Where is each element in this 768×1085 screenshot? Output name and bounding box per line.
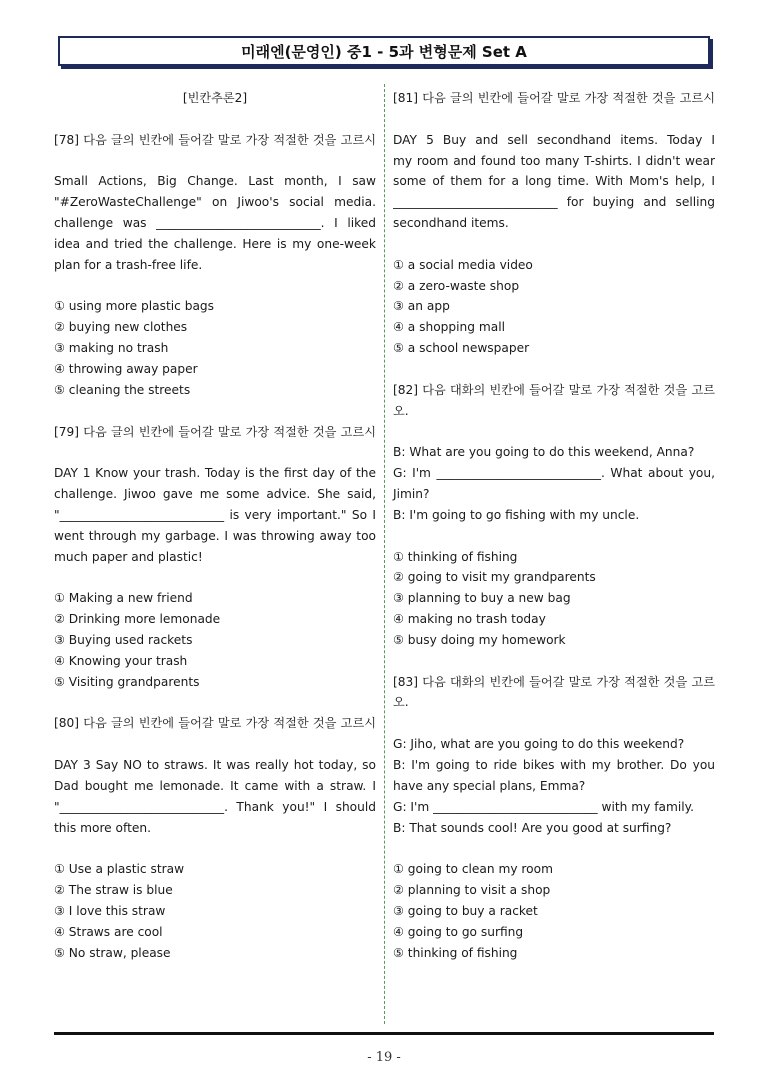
- answer-choice: ② a zero-waste shop: [393, 278, 520, 293]
- answer-choice: ① a social media video: [393, 257, 533, 272]
- passage-line: challenge. Jiwoo gave me some advice. She said,: [54, 487, 376, 502]
- spacer: [54, 442, 376, 463]
- spacer: [54, 276, 376, 297]
- answer-choice: ① Making a new friend: [54, 591, 193, 606]
- answer-choice: ⑤ thinking of fishing: [393, 945, 518, 960]
- passage-line: 오.: [393, 403, 409, 418]
- passage-line: G: Jiho, what are you going to do this weekend?: [393, 737, 685, 752]
- spacer: [54, 109, 376, 130]
- passage-line: "___________________________ is very important." So I: [54, 507, 376, 522]
- answer-choice: ② going to visit my grandparents: [393, 570, 596, 585]
- passage-line: "#ZeroWasteChallenge" on Jiwoo's social media.: [54, 195, 376, 210]
- question-instruction: [83] 다음 대화의 빈칸에 들어갈 말로 가장 적절한 것을 고르: [393, 674, 715, 689]
- answer-choice: ① Use a plastic straw: [54, 862, 185, 877]
- answer-choice: ① going to clean my room: [393, 862, 553, 877]
- passage-line: have any special plans, Emma?: [393, 778, 586, 793]
- spacer: [54, 838, 376, 859]
- passage-line: B: I'm going to go fishing with my uncle.: [393, 507, 640, 522]
- answer-choice: ⑤ No straw, please: [54, 945, 171, 960]
- answer-choice: ③ going to buy a racket: [393, 903, 538, 918]
- answer-choice: ② buying new clothes: [54, 320, 188, 335]
- answer-choice: ① using more plastic bags: [54, 299, 215, 314]
- spacer: [54, 401, 376, 422]
- answer-choice: ② Drinking more lemonade: [54, 612, 221, 627]
- passage-line: Dad bought me lemonade. It came with a straw. I: [54, 778, 376, 793]
- answer-choice: ⑤ cleaning the streets: [54, 382, 191, 397]
- spacer: [393, 838, 715, 859]
- answer-choice: ② planning to visit a shop: [393, 883, 551, 898]
- answer-choice: ④ a shopping mall: [393, 320, 505, 335]
- passage-line: idea and tried the challenge. Here is my one-week: [54, 236, 376, 251]
- passage-line: Small Actions, Big Change. Last month, I saw: [54, 174, 376, 189]
- spacer: [393, 422, 715, 443]
- passage-line: DAY 1 Know your trash. Today is the first day of the: [54, 466, 376, 481]
- spacer: [54, 734, 376, 755]
- passage-line: G: I'm ___________________________. What about you,: [393, 466, 715, 481]
- spacer: [54, 151, 376, 172]
- passage-line: went through my garbage. I was throwing away too: [54, 528, 376, 543]
- spacer: [393, 651, 715, 672]
- answer-choice: ⑤ a school newspaper: [393, 341, 530, 356]
- spacer: [54, 692, 376, 713]
- passage-line: 오.: [393, 695, 409, 710]
- passage-line: G: I'm ___________________________ with my family.: [393, 799, 694, 814]
- column-divider: [384, 84, 385, 1024]
- question-instruction: [80] 다음 글의 빈칸에 들어갈 말로 가장 적절한 것을 고르시: [54, 716, 376, 731]
- answer-choice: ③ an app: [393, 299, 450, 314]
- answer-choice: ③ I love this straw: [54, 903, 166, 918]
- spacer: [393, 359, 715, 380]
- page-title: 미래엔(문영인) 중1 - 5과 변형문제 Set A: [58, 36, 710, 66]
- section-heading: [빈칸추론2]: [182, 91, 248, 105]
- passage-line: "___________________________. Thank you!" I should: [54, 799, 376, 814]
- answer-choice: ③ planning to buy a new bag: [393, 591, 571, 606]
- spacer: [393, 526, 715, 547]
- page-number: - 19 -: [367, 1050, 401, 1065]
- question-instruction: [78] 다음 글의 빈칸에 들어갈 말로 가장 적절한 것을 고르시: [54, 132, 376, 147]
- passage-line: Jimin?: [393, 487, 430, 502]
- answer-choice: ④ going to go surfing: [393, 924, 524, 939]
- spacer: [54, 567, 376, 588]
- answer-choice: ④ throwing away paper: [54, 361, 198, 376]
- passage-line: B: That sounds cool! Are you good at surfing?: [393, 820, 672, 835]
- answer-choice: ④ Knowing your trash: [54, 653, 188, 668]
- answer-choice: ③ making no trash: [54, 341, 169, 356]
- passage-line: DAY 5 Buy and sell secondhand items. Today I: [393, 132, 715, 147]
- passage-line: much paper and plastic!: [54, 549, 203, 564]
- bottom-rule: [54, 1032, 714, 1035]
- answer-choice: ② The straw is blue: [54, 883, 173, 898]
- passage-line: B: What are you going to do this weekend, Anna?: [393, 445, 695, 460]
- passage-line: plan for a trash-free life.: [54, 257, 203, 272]
- answer-choice: ⑤ busy doing my homework: [393, 632, 566, 647]
- spacer: [393, 234, 715, 255]
- passage-line: B: I'm going to ride bikes with my brother. Do you: [393, 758, 715, 772]
- passage-line: this more often.: [54, 820, 151, 835]
- passage-line: my room and found too many T-shirts. I didn't wear: [393, 153, 715, 168]
- answer-choice: ① thinking of fishing: [393, 549, 518, 564]
- answer-choice: ④ Straws are cool: [54, 924, 163, 939]
- question-instruction: [82] 다음 대화의 빈칸에 들어갈 말로 가장 적절한 것을 고르: [393, 382, 715, 397]
- question-instruction: [81] 다음 글의 빈칸에 들어갈 말로 가장 적절한 것을 고르시: [393, 91, 715, 105]
- right-column: [393, 88, 715, 963]
- passage-line: challenge was ___________________________. I liked: [54, 216, 376, 231]
- answer-choice: ③ Buying used rackets: [54, 632, 193, 647]
- left-column: [54, 88, 376, 963]
- answer-choice: ④ making no trash today: [393, 612, 546, 627]
- passage-line: DAY 3 Say NO to straws. It was really hot today, so: [54, 758, 376, 772]
- question-instruction: [79] 다음 글의 빈칸에 들어갈 말로 가장 적절한 것을 고르시: [54, 424, 376, 439]
- passage-line: secondhand items.: [393, 216, 509, 231]
- passage-line: some of them for a long time. With Mom's help, I: [393, 174, 715, 189]
- spacer: [393, 109, 715, 130]
- spacer: [393, 713, 715, 734]
- answer-choice: ⑤ Visiting grandparents: [54, 674, 200, 689]
- passage-line: ___________________________ for buying and selling: [393, 195, 715, 210]
